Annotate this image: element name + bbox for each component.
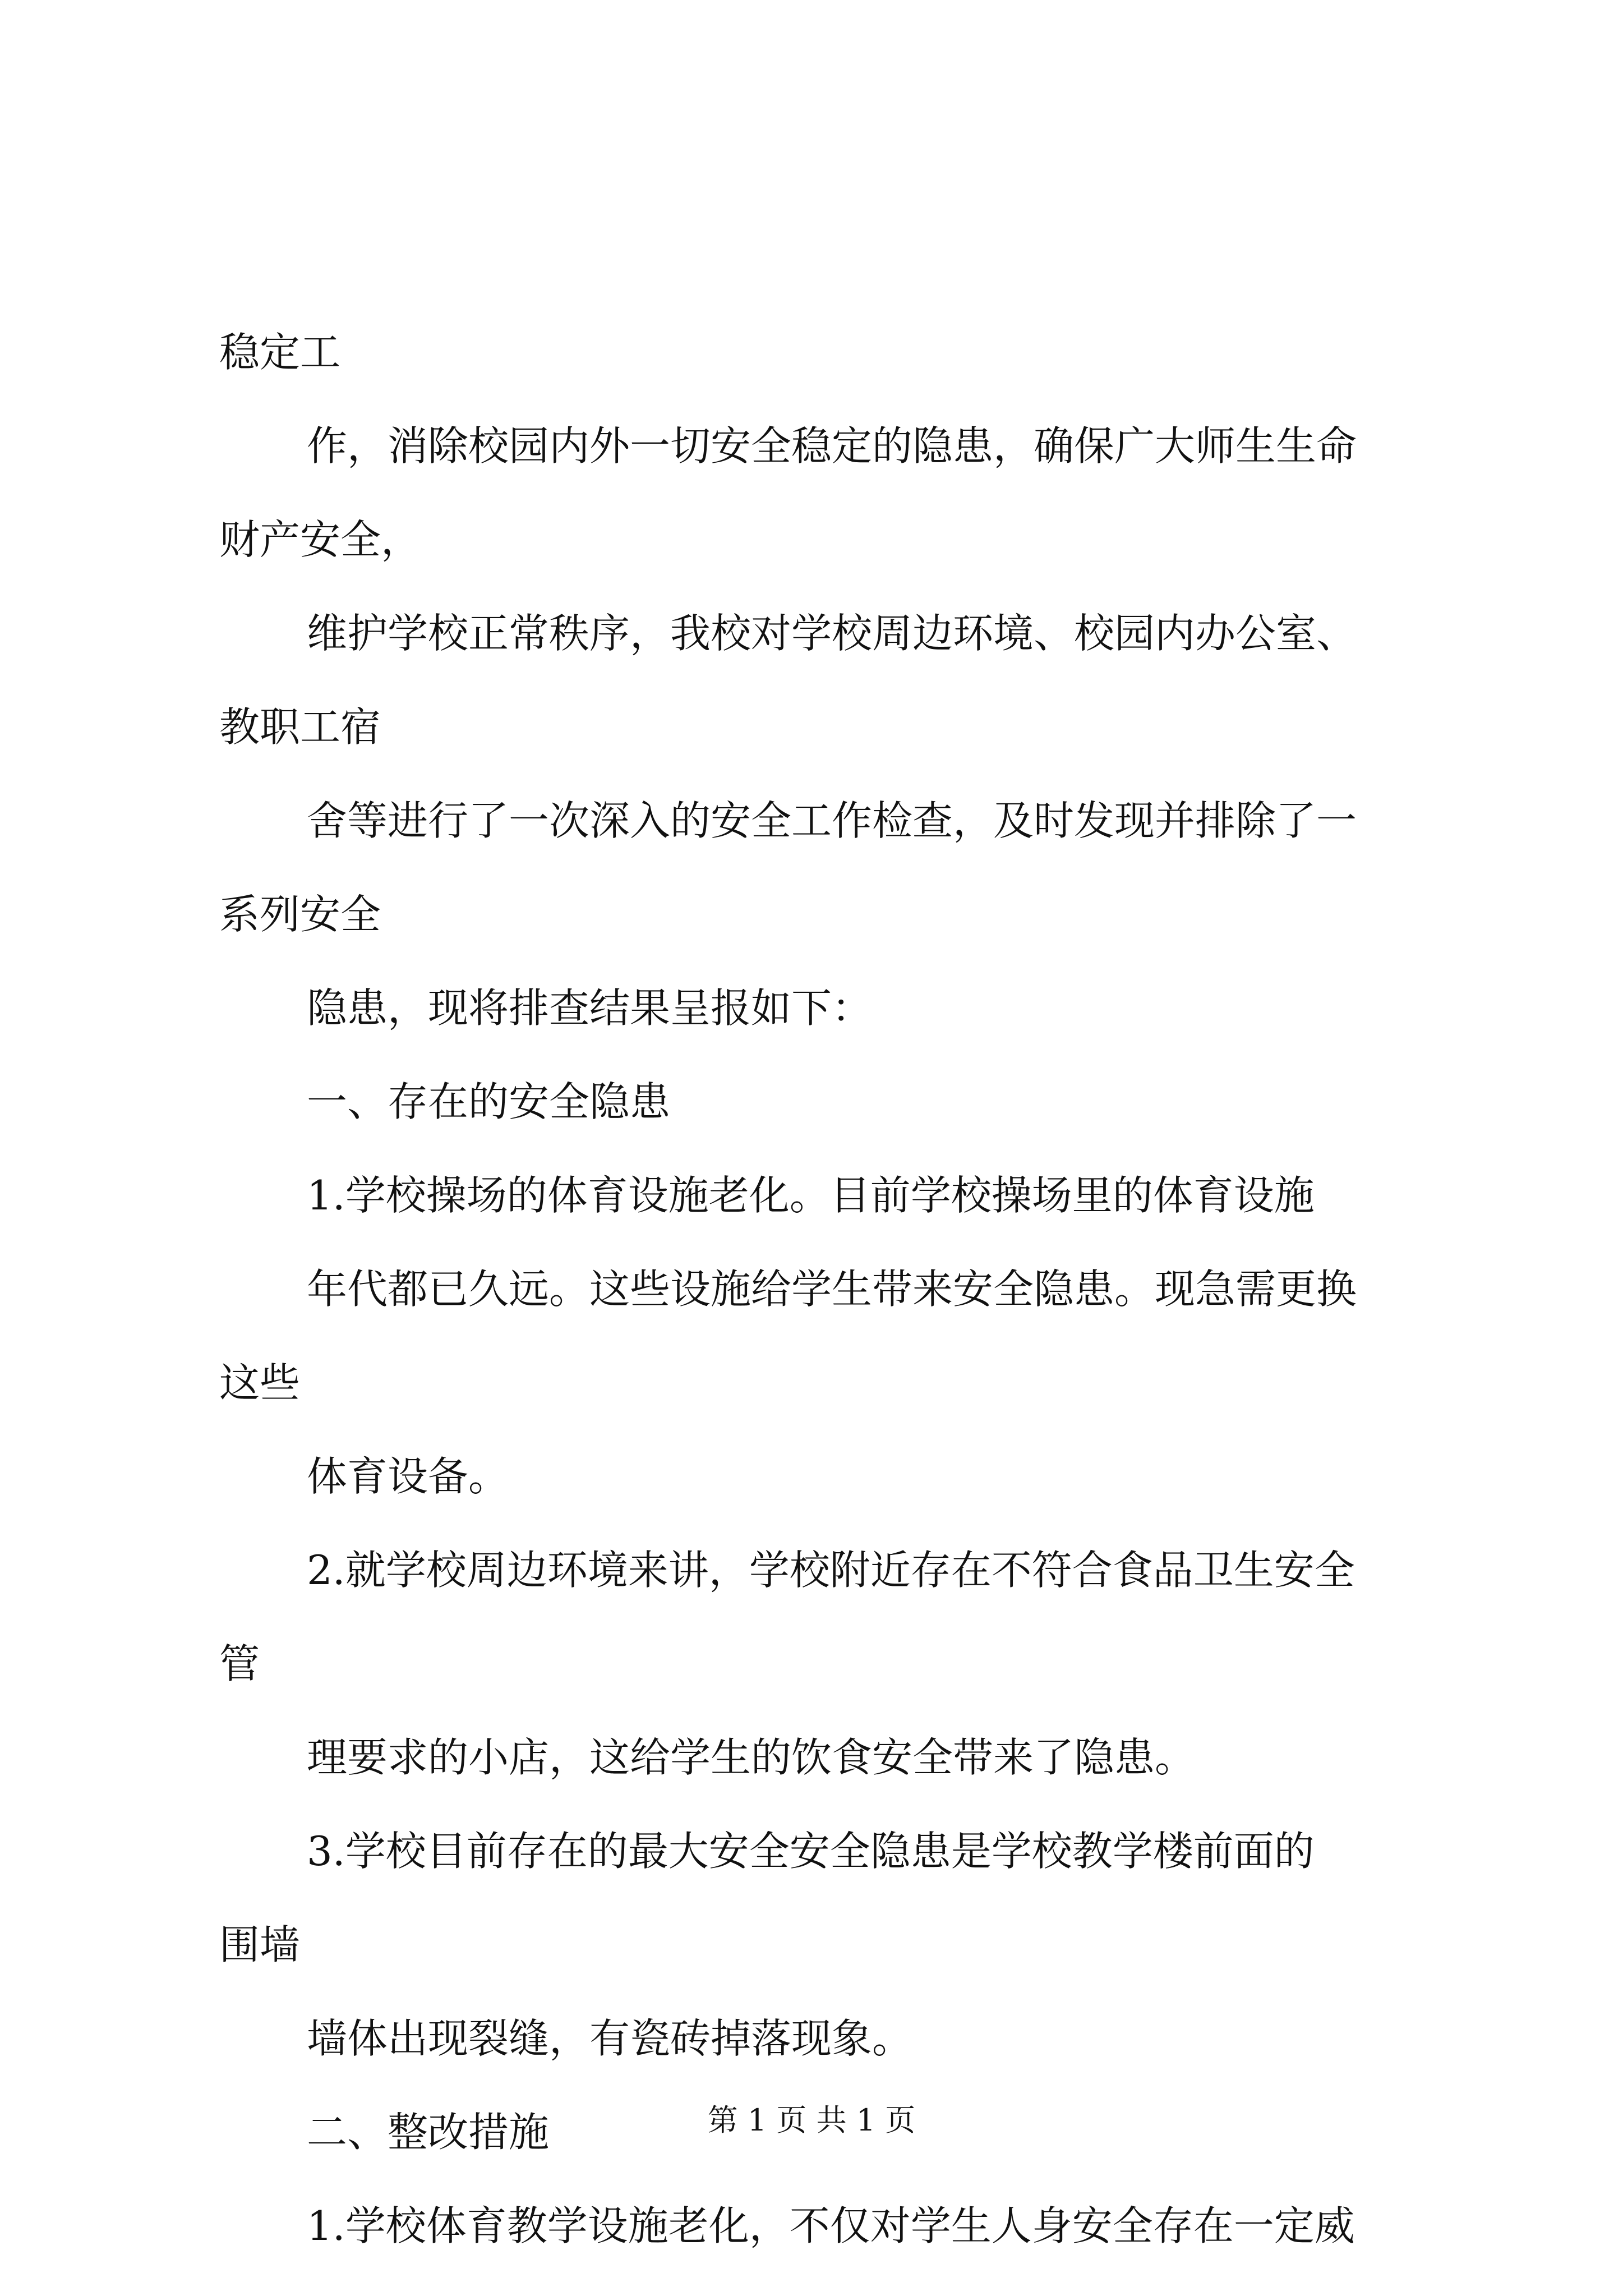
text-line: 理要求的小店，这给学生的饮食安全带来了隐患。 [307, 1734, 1196, 1781]
text-line: 教职工宿 [219, 703, 381, 751]
document-body [219, 306, 1442, 2273]
text-line: 1.学校体育教学设施老化，不仅对学生人身安全存在一定威 [307, 2202, 1355, 2249]
text-line: 体育设备。 [307, 1453, 509, 1500]
text-line: 隐患，现将排查结果呈报如下： [307, 984, 873, 1032]
page-number-footer: 第 1 页 共 1 页 [707, 2102, 916, 2138]
text-line: 作，消除校园内外一切安全稳定的隐患，确保广大师生生命 [307, 422, 1357, 470]
text-line: 管 [219, 1640, 260, 1687]
text-line: 3.学校目前存在的最大安全安全隐患是学校教学楼前面的 [307, 1828, 1315, 1875]
text-line: 2.就学校周边环境来讲，学校附近存在不符合食品卫生安全 [307, 1547, 1355, 1594]
text-line: 墙体出现裂缝，有瓷砖掉落现象。 [307, 2015, 913, 2062]
section-heading: 二、整改措施 [307, 2109, 550, 2156]
text-line: 围墙 [219, 1921, 301, 1968]
text-line: 系列安全 [219, 891, 381, 938]
section-heading: 一、存在的安全隐患 [307, 1078, 671, 1125]
text-line: 年代都已久远。这些设施给学生带来安全隐患。现急需更换 [307, 1266, 1357, 1313]
text-line: 这些 [219, 1359, 301, 1406]
text-line: 财产安全， [219, 516, 422, 563]
text-line: 舍等进行了一次深入的安全工作检查，及时发现并排除了一 [307, 797, 1357, 844]
text-line: 稳定工 [219, 329, 341, 376]
text-line: 维护学校正常秩序，我校对学校周边环境、校园内办公室、 [307, 610, 1357, 657]
text-line: 1.学校操场的体育设施老化。目前学校操场里的体育设施 [307, 1172, 1315, 1219]
